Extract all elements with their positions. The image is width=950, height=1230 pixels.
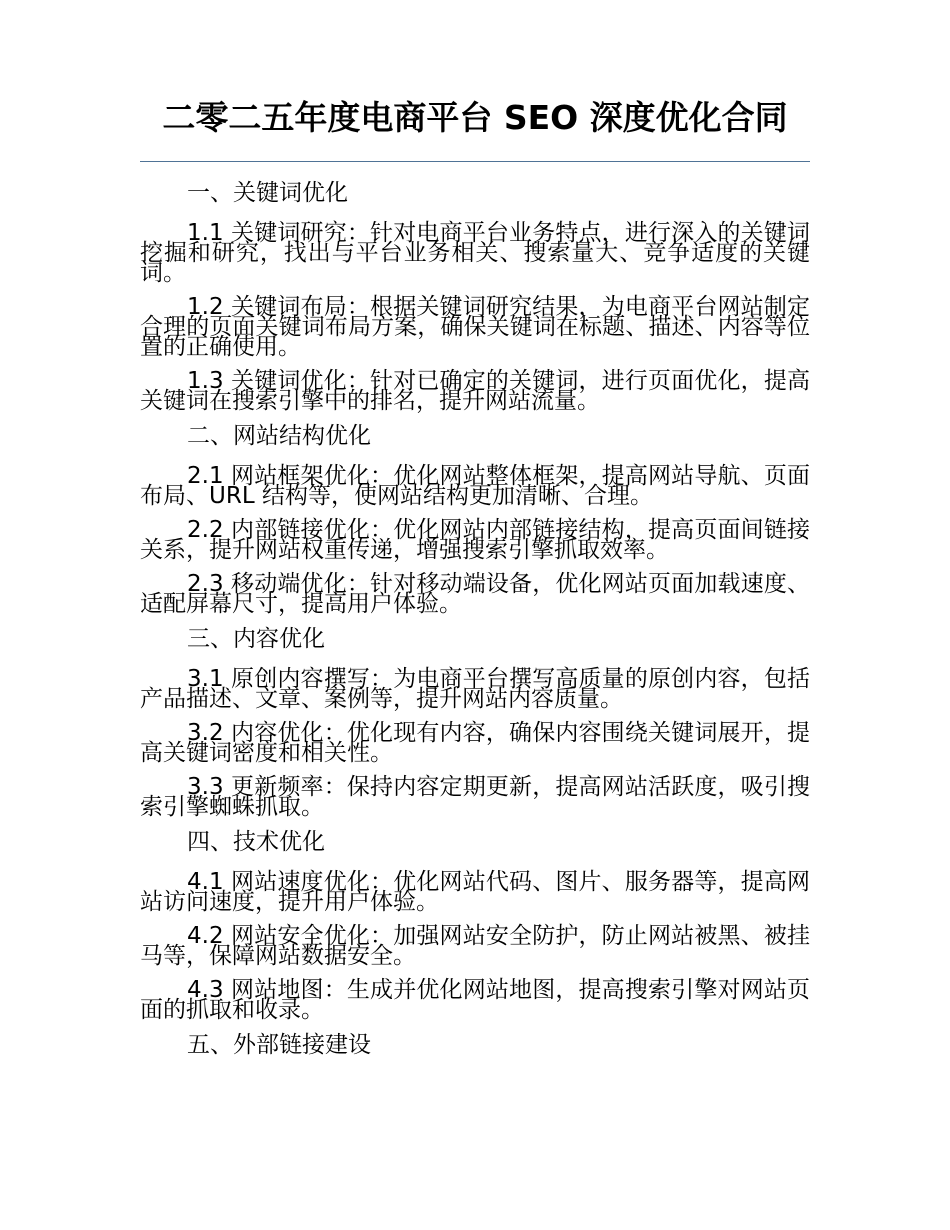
clause-paragraph: 3.2 内容优化：优化现有内容，确保内容围绕关键词展开，提高关键词密度和相关性。 [140, 720, 810, 766]
clause-paragraph: 2.3 移动端优化：针对移动端设备，优化网站页面加载速度、适配屏幕尺寸，提高用户体验。 [140, 571, 810, 617]
section-heading: 四、技术优化 [187, 829, 325, 855]
clause-paragraph: 3.1 原创内容撰写：为电商平台撰写高质量的原创内容，包括产品描述、文章、案例等，提升网站内容质量。 [140, 666, 810, 712]
clause-paragraph: 1.3 关键词优化：针对已确定的关键词，进行页面优化，提高关键词在搜索引擎中的排名，提升网站流量。 [140, 368, 810, 414]
section-heading: 二、网站结构优化 [187, 423, 371, 449]
clause-paragraph: 1.1 关键词研究：针对电商平台业务特点，进行深入的关键词挖掘和研究，找出与平台业务相关、搜索量大、竞争适度的关键词。 [140, 220, 810, 286]
section-heading: 五、外部链接建设 [187, 1032, 371, 1058]
section-heading: 三、内容优化 [187, 626, 325, 652]
document-body [140, 178, 810, 1071]
section-heading: 一、关键词优化 [187, 180, 348, 206]
clause-paragraph: 1.2 关键词布局：根据关键词研究结果，为电商平台网站制定合理的页面关键词布局方案，确保关键词在标题、描述、内容等位置的正确使用。 [140, 294, 810, 360]
clause-paragraph: 4.2 网站安全优化：加强网站安全防护，防止网站被黑、被挂马等，保障网站数据安全。 [140, 923, 810, 969]
clause-paragraph: 2.2 内部链接优化：优化网站内部链接结构，提高页面间链接关系，提升网站权重传递，增强搜索引擎抓取效率。 [140, 517, 810, 563]
clause-paragraph: 4.3 网站地图：生成并优化网站地图，提高搜索引擎对网站页面的抓取和收录。 [140, 977, 810, 1023]
clause-paragraph: 4.1 网站速度优化：优化网站代码、图片、服务器等，提高网站访问速度，提升用户体验。 [140, 869, 810, 915]
clause-paragraph: 2.1 网站框架优化：优化网站整体框架，提高网站导航、页面布局、URL 结构等，使网站结构更加清晰、合理。 [140, 463, 810, 509]
clause-paragraph: 3.3 更新频率：保持内容定期更新，提高网站活跃度，吸引搜索引擎蜘蛛抓取。 [140, 774, 810, 820]
document-title: 二零二五年度电商平台 SEO 深度优化合同 [162, 98, 788, 137]
title-underline [140, 161, 810, 162]
